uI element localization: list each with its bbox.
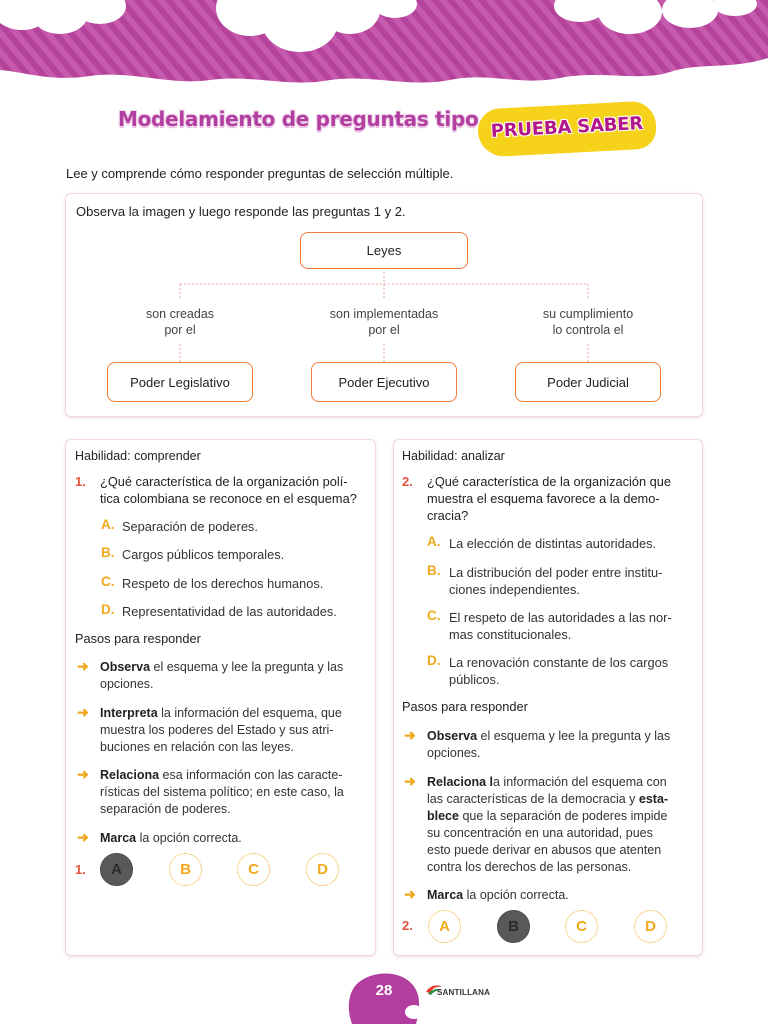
- step-line: separación de poderes.: [100, 802, 231, 816]
- answer-bubble-c[interactable]: C: [565, 910, 598, 943]
- scheme-root-leyes: Leyes: [300, 232, 468, 269]
- option-line: ciones independientes.: [449, 582, 580, 597]
- scheme-box-legislativo: Poder Legislativo: [107, 362, 253, 402]
- step-keyword: Marca: [100, 831, 137, 845]
- step-line: la opción correcta.: [136, 831, 242, 845]
- step-observa: [100, 659, 368, 693]
- question-card-1: [65, 439, 376, 956]
- option-letter-c: C.: [427, 608, 441, 623]
- answer-bubble-d[interactable]: D: [306, 853, 339, 886]
- scheme-box-ejecutivo: Poder Ejecutivo: [311, 362, 457, 402]
- option-letter-d: D.: [427, 653, 441, 668]
- step-keyword: Marca: [427, 888, 464, 902]
- connector-ejecutivo: [304, 306, 464, 338]
- header-decoration: [0, 0, 768, 92]
- connector-line: por el: [368, 323, 400, 337]
- option-letter-b: B.: [427, 563, 441, 578]
- answer-number: 1.: [75, 862, 86, 877]
- step-line: su concentración en una autoridad, pues: [427, 826, 653, 840]
- answer-bubble-a[interactable]: A: [100, 853, 133, 886]
- step-line: muestra los poderes del Estado y sus atri-: [100, 723, 334, 737]
- step-line: la opción correcta.: [463, 888, 569, 902]
- step-line: buciones en relación con las leyes.: [100, 740, 294, 754]
- step-keyword: Relaciona l: [427, 775, 493, 789]
- question-line: cracia?: [427, 508, 469, 523]
- page-number: 28: [375, 982, 393, 999]
- scheme-instruction: Observa la imagen y luego responde las preguntas 1 y 2.: [76, 204, 406, 219]
- question-line: ¿Qué característica de la organización que: [427, 474, 671, 489]
- step-line: esto puede derivar en abusos que atenten: [427, 843, 662, 857]
- question-text: [427, 473, 695, 524]
- arrow-icon: ➜: [77, 704, 89, 720]
- step-keyword: Observa: [100, 660, 151, 674]
- connector-line: son creadas: [145, 307, 215, 321]
- option-text-a: Separación de poderes.: [122, 519, 258, 534]
- arrow-icon: ➜: [77, 766, 89, 782]
- connector-line: su cumplimiento: [542, 307, 634, 321]
- step-line: rísticas del sistema político; en este caso, la: [100, 785, 344, 799]
- arrow-icon: ➜: [77, 829, 89, 845]
- option-letter-d: D.: [101, 602, 115, 617]
- option-letter-a: A.: [427, 534, 441, 549]
- option-letter-c: C.: [101, 574, 115, 589]
- intro-text: Lee y comprende cómo responder preguntas de selección múltiple.: [66, 166, 454, 181]
- arrow-icon: ➜: [404, 727, 416, 743]
- step-line: el esquema y lee la pregunta y las: [150, 660, 344, 674]
- step-line: que la separación de poderes impide: [462, 809, 668, 823]
- connector-line: lo controla el: [552, 323, 624, 337]
- connector-line: son implementadas: [329, 307, 439, 321]
- skill-label: Habilidad: comprender: [75, 449, 201, 463]
- answer-number: 2.: [402, 918, 413, 933]
- question-card-2: [393, 439, 703, 956]
- option-text-c: Respeto de los derechos humanos.: [122, 576, 324, 591]
- answer-bubble-c[interactable]: C: [237, 853, 270, 886]
- step-keyword: esta-: [638, 792, 669, 806]
- step-line: contra los derechos de las personas.: [427, 860, 632, 874]
- option-letter-b: B.: [101, 545, 115, 560]
- option-line: mas constitucionales.: [449, 627, 572, 642]
- connector-judicial: [508, 306, 668, 338]
- option-line: públicos.: [449, 672, 500, 687]
- step-observa: [427, 728, 695, 762]
- option-text-d: Representatividad de las autoridades.: [122, 604, 337, 619]
- option-text-c: [449, 609, 695, 643]
- answer-bubble-b[interactable]: B: [497, 910, 530, 943]
- question-line: tica colombiana se reconoce en el esquema?: [100, 491, 357, 506]
- skill-label: Habilidad: analizar: [402, 449, 505, 463]
- publisher-name: SANTILLANA: [437, 988, 491, 997]
- title-text: Modelamiento de preguntas tipo: [118, 107, 479, 131]
- answer-bubble-b[interactable]: B: [169, 853, 202, 886]
- scheme-box-judicial: Poder Judicial: [515, 362, 661, 402]
- arrow-icon: ➜: [77, 658, 89, 674]
- connector-line: por el: [164, 323, 196, 337]
- answer-bubble-d[interactable]: D: [634, 910, 667, 943]
- option-line: La distribución del poder entre institu-: [449, 565, 663, 580]
- scheme-card: [65, 193, 703, 417]
- step-line: a información del esquema con: [493, 775, 667, 789]
- step-marca: [100, 830, 368, 847]
- step-line: opciones.: [100, 677, 154, 691]
- title-badge: [477, 100, 657, 157]
- option-text-a: La elección de distintas autoridades.: [449, 536, 657, 551]
- question-line: muestra el esquema favorece a la demo-: [427, 491, 660, 506]
- connector-legislativo: [100, 306, 260, 338]
- step-line: la información del esquema, que: [157, 706, 342, 720]
- step-line: el esquema y lee la pregunta y las: [477, 729, 671, 743]
- page-title: [118, 103, 678, 157]
- option-text-b: Cargos públicos temporales.: [122, 547, 285, 562]
- step-marca: [427, 887, 695, 904]
- step-keyword: Interpreta: [100, 706, 158, 720]
- step-line: las características de la democracia y: [427, 792, 639, 806]
- step-keyword: blece: [427, 809, 459, 823]
- option-line: El respeto de las autoridades a las nor-: [449, 610, 672, 625]
- arrow-icon: ➜: [404, 773, 416, 789]
- option-letter-a: A.: [101, 517, 115, 532]
- step-keyword: Relaciona: [100, 768, 160, 782]
- option-line: La renovación constante de los cargos: [449, 655, 669, 670]
- title-badge-text: PRUEBA SABER: [490, 113, 644, 142]
- option-text-d: [449, 654, 695, 688]
- question-text: [100, 473, 368, 507]
- steps-title: Pasos para responder: [402, 699, 528, 714]
- steps-title: Pasos para responder: [75, 631, 201, 646]
- question-line: ¿Qué característica de la organización polí-: [100, 474, 348, 489]
- step-interpreta: [100, 705, 368, 756]
- step-line: esa información con las caracte-: [159, 768, 343, 782]
- answer-bubble-a[interactable]: A: [428, 910, 461, 943]
- question-number: 2.: [402, 474, 413, 489]
- arrow-icon: ➜: [404, 886, 416, 902]
- question-number: 1.: [75, 474, 86, 489]
- step-relaciona: [100, 767, 368, 818]
- step-relaciona: [427, 774, 695, 876]
- option-text-b: [449, 564, 695, 598]
- step-keyword: Observa: [427, 729, 478, 743]
- step-line: opciones.: [427, 746, 481, 760]
